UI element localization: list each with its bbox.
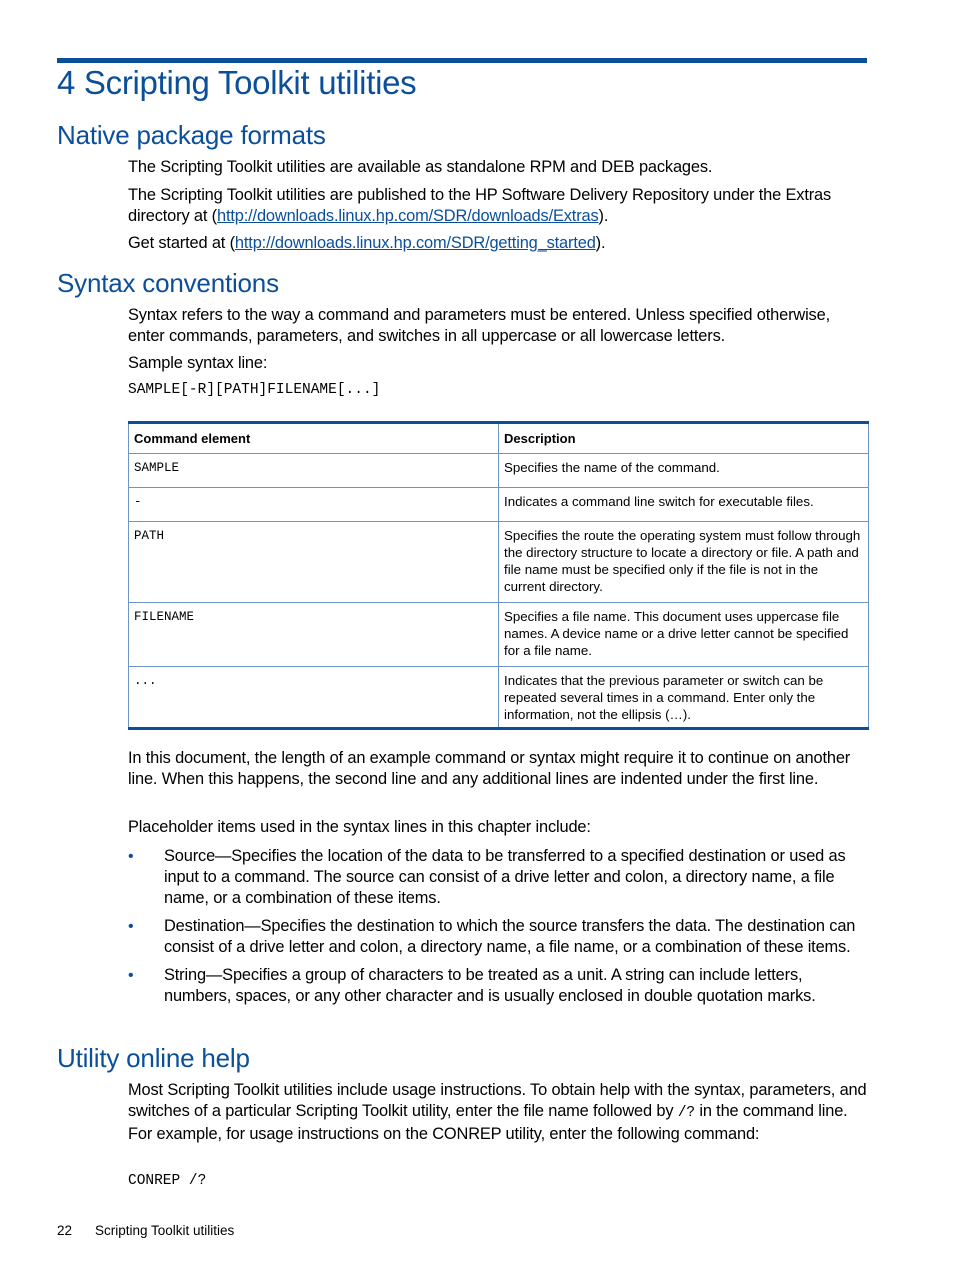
native-paragraph-2 — [128, 185, 868, 227]
list-item — [128, 916, 868, 958]
syntax-paragraph-4: Placeholder items used in the syntax lines in this chapter include: — [128, 818, 591, 836]
conrep-example-command: CONREP /? — [128, 1173, 207, 1189]
native-p2-end: ). — [598, 207, 609, 225]
list-item-text: Source—Specifies the location of the data to be transferred to a specified destination or used as input to a command. The source can consist of a drive letter and colon, a directory name, a file name, or a combination of these items. — [164, 847, 846, 907]
footer-section-title: Scripting Toolkit utilities — [95, 1223, 235, 1238]
heading-syntax-conventions: Syntax conventions — [57, 268, 279, 298]
cell-description: Specifies the route the operating system must follow through the directory structure to locate a directory or file. A path and file name must be specified only if the file is not in the current directory. — [499, 522, 869, 603]
cell-description: Specifies a file name. This document uses uppercase file names. A device name or a drive letter cannot be specified for a file name. — [499, 603, 869, 667]
chapter-title: 4 Scripting Toolkit utilities — [57, 64, 417, 101]
native-p3-end: ). — [595, 234, 606, 252]
native-p2-text: The Scripting Toolkit utilities are published to the HP Software Delivery Repository under the Extras directory at ( — [128, 186, 832, 225]
cell-element: FILENAME — [129, 603, 499, 667]
help-p1-end: in the command line. For example, for usage instructions on the CONREP utility, enter the following command: — [128, 1102, 848, 1143]
sample-syntax-line: SAMPLE[-R][PATH]FILENAME[...] — [128, 382, 381, 398]
extras-link[interactable]: http://downloads.linux.hp.com/SDR/downloads/Extras — [217, 207, 599, 225]
syntax-paragraph-1: Syntax refers to the way a command and parameters must be entered. Unless specified otherwise, enter commands, parameters, and switches in all uppercase or all lowercase letters. — [128, 306, 830, 345]
cell-description: Indicates a command line switch for executable files. — [499, 488, 869, 522]
table-row — [129, 667, 869, 729]
cell-element: - — [129, 488, 499, 522]
list-item-text: Destination—Specifies the destination to which the source transfers the data. The destination can consist of a drive letter and colon, a directory name, a file name, or a combination of these items. — [164, 917, 856, 956]
cell-element: ... — [129, 667, 499, 729]
table-row — [129, 603, 869, 667]
page-number: 22 — [57, 1223, 73, 1238]
help-paragraph-1 — [128, 1080, 868, 1145]
heading-utility-online-help: Utility online help — [57, 1043, 250, 1073]
native-paragraph-3 — [128, 233, 868, 254]
syntax-paragraph-3: In this document, the length of an example command or syntax might require it to continue on another line. When this happens, the second line and any additional lines are indented under the first line. — [128, 749, 851, 788]
table-row — [129, 522, 869, 603]
table-header-row — [129, 423, 869, 454]
cell-description: Indicates that the previous parameter or switch can be repeated several times in a command. Enter only the information, not the ellipsis (…). — [499, 667, 869, 729]
bullet-icon: • — [128, 967, 134, 984]
syntax-paragraph-2: Sample syntax line: — [128, 354, 268, 372]
cell-element: SAMPLE — [129, 454, 499, 488]
syntax-table — [128, 421, 869, 730]
list-item — [128, 846, 868, 909]
getting-started-link[interactable]: http://downloads.linux.hp.com/SDR/getting_started — [234, 234, 596, 252]
native-p3-text: Get started at ( — [128, 234, 235, 252]
chapter-rule — [57, 58, 867, 63]
native-paragraph-1: The Scripting Toolkit utilities are available as standalone RPM and DEB packages. — [128, 158, 713, 176]
list-item-text: String—Specifies a group of characters to be treated as a unit. A string can include letters, numbers, spaces, or any other character and is usually enclosed in double quotation marks. — [164, 966, 816, 1005]
placeholder-list — [128, 846, 868, 1014]
page-footer — [57, 1223, 234, 1238]
table-row — [129, 454, 869, 488]
help-p1-text: Most Scripting Toolkit utilities include usage instructions. To obtain help with the syntax, parameters, and switches of a particular Scripting Toolkit utility, enter the file name followed by — [128, 1081, 867, 1120]
table-row — [129, 488, 869, 522]
heading-native-package-formats: Native package formats — [57, 120, 326, 150]
bullet-icon: • — [128, 848, 134, 865]
cell-element: PATH — [129, 522, 499, 603]
bullet-icon: • — [128, 918, 134, 935]
list-item — [128, 965, 868, 1007]
header-command-element: Command element — [129, 423, 499, 454]
cell-description: Specifies the name of the command. — [499, 454, 869, 488]
header-description: Description — [499, 423, 869, 454]
help-inline-code: /? — [677, 1105, 695, 1121]
